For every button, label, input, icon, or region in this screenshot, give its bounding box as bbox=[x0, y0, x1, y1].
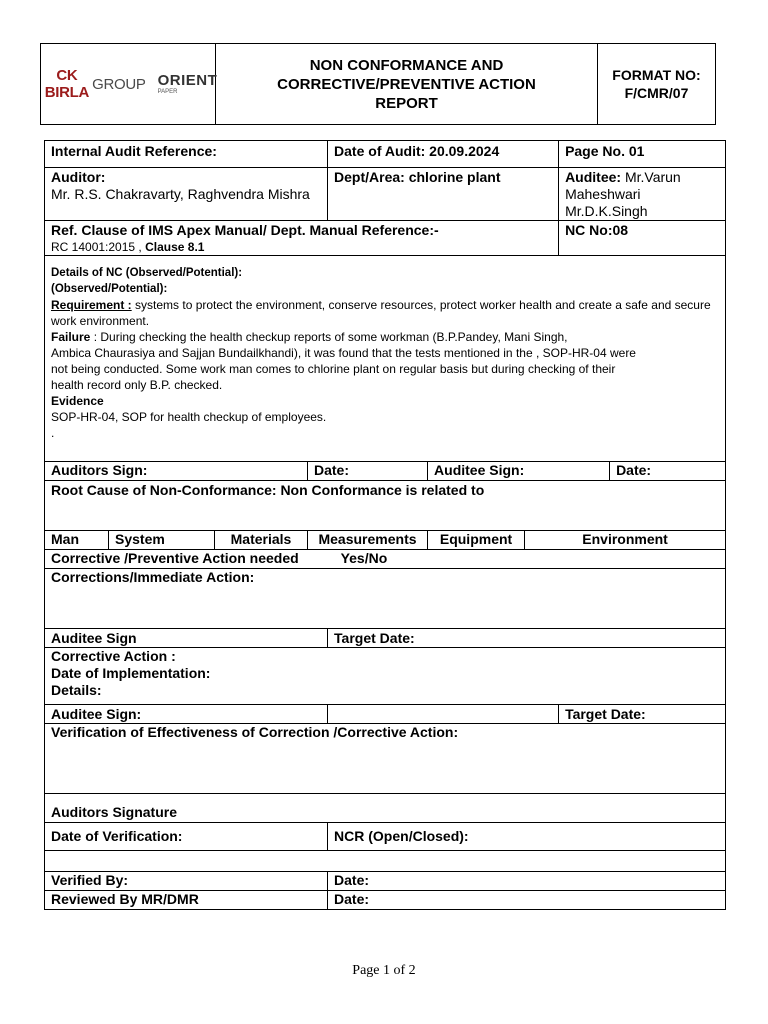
page-footer: Page 1 of 2 bbox=[352, 963, 416, 978]
category-measurements: Measurements bbox=[308, 531, 428, 550]
corrections-immediate-action: Corrections/Immediate Action: bbox=[45, 569, 726, 629]
company-logo bbox=[44, 67, 218, 101]
auditor-label: Auditor: bbox=[51, 169, 106, 185]
dept-area: Dept/Area: chlorine plant bbox=[328, 168, 559, 221]
auditee-label: Auditee: bbox=[565, 169, 622, 185]
auditee-sign: Auditee Sign: bbox=[428, 462, 610, 481]
category-equipment: Equipment bbox=[428, 531, 525, 550]
format-number: FORMAT NO: F/CMR/07 bbox=[612, 67, 701, 101]
nc-number: NC No:08 bbox=[559, 221, 726, 256]
nc-report-form bbox=[44, 140, 726, 910]
reference-clause-label: Ref. Clause of IMS Apex Manual/ Dept. Manual Reference:- bbox=[51, 222, 439, 238]
category-environment: Environment bbox=[525, 531, 726, 550]
orient-paper-wordmark: ORIENT PAPER bbox=[157, 72, 218, 95]
date-of-audit: Date of Audit: 20.09.2024 bbox=[328, 141, 559, 168]
verified-by: Verified By: bbox=[45, 872, 328, 891]
target-date-1: Target Date: bbox=[328, 629, 726, 648]
auditors-signature: Auditors Signature bbox=[45, 794, 726, 823]
root-cause: Root Cause of Non-Conformance: Non Conformance is related to bbox=[45, 481, 726, 531]
evidence-label: Evidence bbox=[51, 394, 104, 408]
category-system: System bbox=[109, 531, 215, 550]
details-label: Details: bbox=[51, 682, 102, 698]
auditor-names: Mr. R.S. Chakravarty, Raghvendra Mishra bbox=[51, 186, 310, 202]
auditee-sign-2: Auditee Sign bbox=[45, 629, 328, 648]
reference-clause-number: Clause 8.1 bbox=[145, 240, 205, 254]
yes-no-option: Yes/No bbox=[340, 550, 388, 566]
page-number: Page No. 01 bbox=[559, 141, 726, 168]
failure-label: Failure bbox=[51, 330, 91, 344]
reviewed-by-date: Date: bbox=[328, 891, 726, 910]
report-title: NON CONFORMANCE AND CORRECTIVE/PREVENTIVE ACTION REPORT bbox=[277, 56, 536, 112]
requirement-text: Requirement : systems to protect the environment, conserve resources, protect worker health and create a safe and secure work environment. bbox=[51, 298, 711, 328]
evidence-dot: . bbox=[51, 426, 55, 440]
details-subheading: (Observed/Potential): bbox=[51, 283, 168, 295]
auditee-names: Mr.Varun Maheshwari Mr.D.K.Singh bbox=[565, 169, 681, 219]
verified-by-date: Date: bbox=[328, 872, 726, 891]
auditee-cell bbox=[559, 168, 726, 221]
auditors-sign-date: Date: bbox=[308, 462, 428, 481]
corrective-action-label: Corrective Action : bbox=[51, 648, 176, 664]
empty-sign-cell bbox=[328, 705, 559, 724]
failure-text: Failure : During checking the health checkup reports of some workman (B.P.Pandey, Mani Singh, Ambica Chaurasiya and Sajjan Bundailkhandi), it was found that the tests mentioned in the , SOP-HR-04 were not being conducted. Some work man comes to chlorine plant on regular basis but during checking of their health record only B.P. checked. bbox=[51, 330, 636, 392]
report-header bbox=[40, 43, 716, 125]
target-date-2: Target Date: bbox=[559, 705, 726, 724]
category-materials: Materials bbox=[215, 531, 308, 550]
logo-cell bbox=[41, 44, 216, 125]
date-of-verification: Date of Verification: bbox=[45, 823, 328, 851]
corrective-action-cell bbox=[45, 648, 726, 705]
format-no-cell bbox=[598, 44, 716, 125]
reference-clause-cell bbox=[45, 221, 559, 256]
auditee-sign-3: Auditee Sign: bbox=[45, 705, 328, 724]
cpa-needed-label: Corrective /Preventive Action needed bbox=[51, 550, 299, 566]
reviewed-by: Reviewed By MR/DMR bbox=[45, 891, 328, 910]
blank-row bbox=[45, 851, 726, 872]
ncr-status: NCR (Open/Closed): bbox=[328, 823, 726, 851]
cpa-needed-row bbox=[45, 550, 726, 569]
details-heading: Details of NC (Observed/Potential): bbox=[51, 267, 243, 279]
ck-birla-wordmark: CK BIRLA GROUP bbox=[44, 67, 146, 101]
date-of-implementation: Date of Implementation: bbox=[51, 665, 211, 681]
nc-details-cell bbox=[45, 256, 726, 462]
auditor-cell bbox=[45, 168, 328, 221]
reference-clause-value: RC 14001:2015 , bbox=[51, 240, 146, 254]
evidence-text: SOP-HR-04, SOP for health checkup of employees. bbox=[51, 410, 327, 424]
verification-of-effectiveness: Verification of Effectiveness of Correction /Corrective Action: bbox=[45, 724, 726, 794]
internal-audit-reference: Internal Audit Reference: bbox=[45, 141, 328, 168]
report-title-cell bbox=[216, 44, 598, 125]
requirement-label: Requirement : bbox=[51, 298, 132, 312]
auditors-sign: Auditors Sign: bbox=[45, 462, 308, 481]
auditee-sign-date: Date: bbox=[610, 462, 726, 481]
category-man: Man bbox=[45, 531, 109, 550]
